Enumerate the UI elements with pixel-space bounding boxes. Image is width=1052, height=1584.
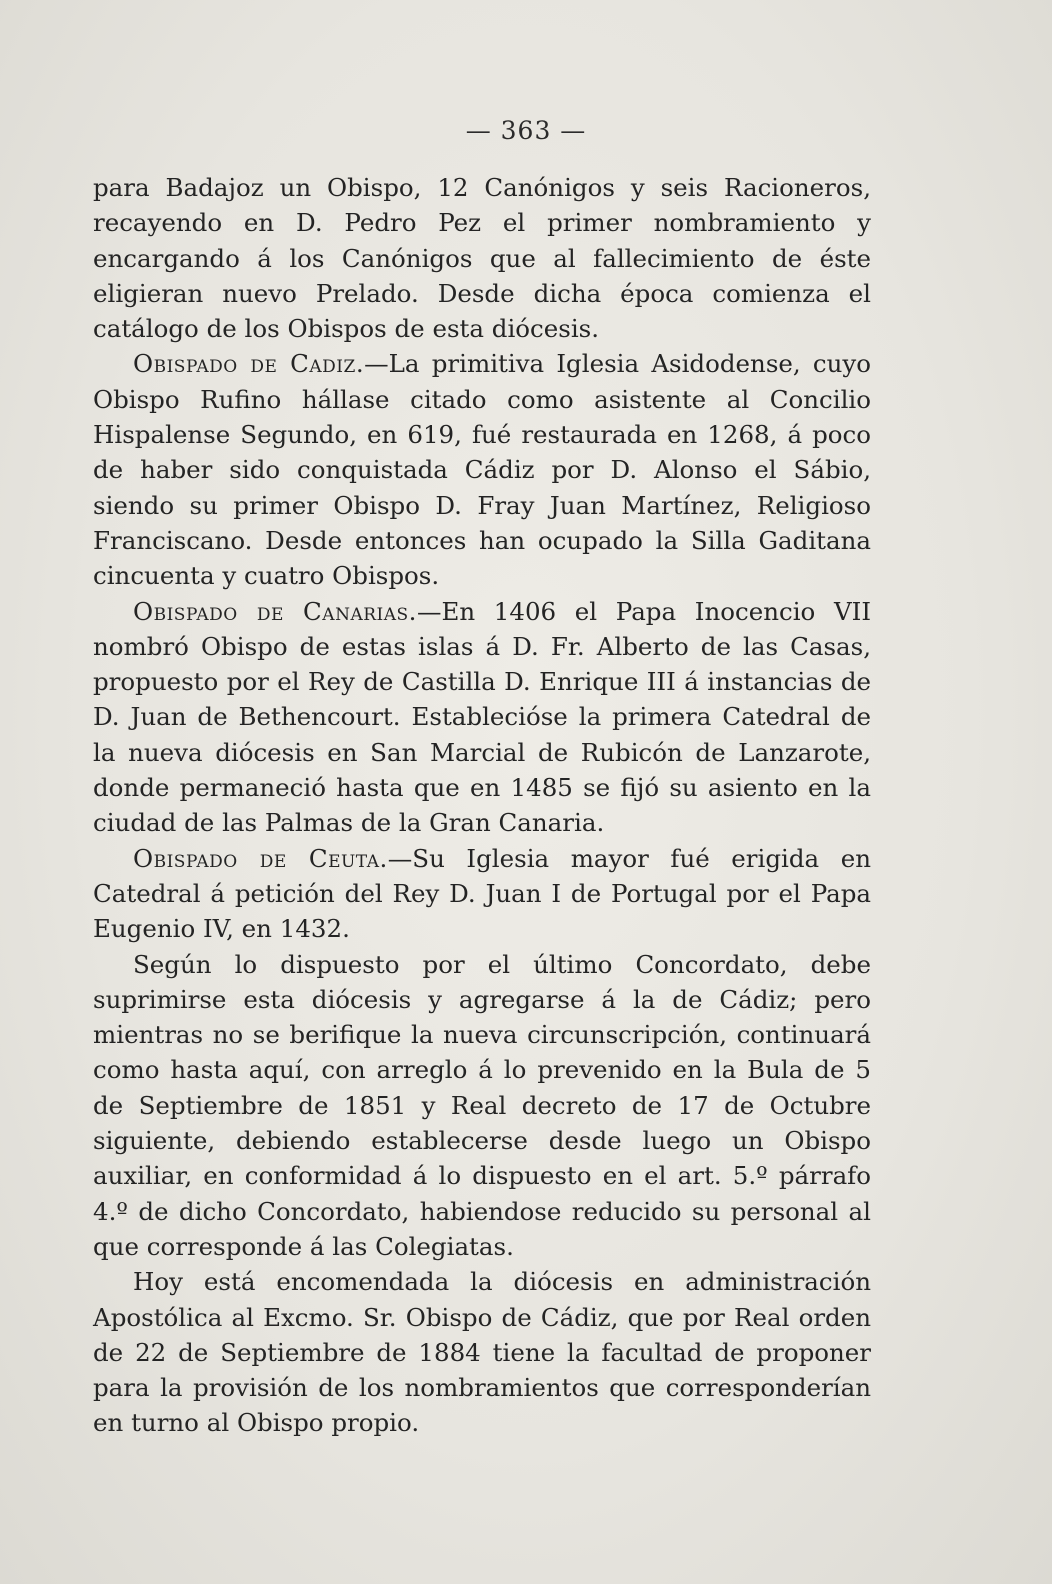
paragraph-text: —La primitiva Iglesia Asidodense, cuyo Obispo Rufino hállase citado como asistente al Concilio Hispalense Segundo, en 619, fué restaurada en 1268, á poco de haber sido conquistada Cádiz por D. Alonso el Sábio, siendo su primer Obispo D. Fray Juan Martínez, Religioso Franciscano. Desde entonces han ocupado la Silla Gaditana cincuenta y cuatro Obispos. [93,349,871,591]
paragraph-badajoz-continuation [93,170,871,346]
paragraph-text: para Badajoz un Obispo, 12 Canónigos y seis Racioneros, recayendo en D. Pedro Pez el primer nombramiento y encargando á los Canónigos que al fallecimiento de éste eligieran nuevo Prelado. Desde dicha época comienza el catálogo de los Obispos de esta diócesis. [93,173,871,344]
paragraph-concordato [93,947,871,1265]
section-heading: Obispado de Cadiz. [133,349,365,379]
paragraph-text: Hoy está encomendada la diócesis en administración Apostólica al Excmo. Sr. Obispo de Cádiz, que por Real orden de 22 de Septiembre de 1884 tiene la facultad de proponer para la provisión de los nombramientos que corresponderían en turno al Obispo propio. [93,1267,871,1438]
page-number: — 363 — [465,116,587,145]
paragraph-text: —Su Iglesia mayor fué erigida en Catedral á petición del Rey D. Juan I de Portugal por el Papa Eugenio IV, en 1432. [93,843,872,944]
paragraph-obispado-ceuta [93,841,871,947]
page-body [93,170,871,1441]
paragraph-obispado-canarias [93,594,871,841]
section-heading: Obispado de Ceuta. [133,843,388,873]
paragraph-obispado-cadiz [93,346,871,593]
section-heading: Obispado de Canarias. [133,596,417,626]
paragraph-text: Según lo dispuesto por el último Concordato, debe suprimirse esta diócesis y agregarse á la de Cádiz; pero mientras no se berifique la nueva circunscripción, continuará como hasta aquí, con arreglo á lo prevenido en la Bula de 5 de Septiembre de 1851 y Real decreto de 17 de Octubre siguiente, debiendo establecerse desde luego un Obispo auxiliar, en conformidad á lo dispuesto en el art. 5.º párrafo 4.º de dicho Concordato, habiendose reducido su personal al que corresponde á las Colegiatas. [93,949,871,1261]
paragraph-text: —En 1406 el Papa Inocencio VII nombró Obispo de estas islas á D. Fr. Alberto de las Casas, propuesto por el Rey de Castilla D. Enrique III á instancias de D. Juan de Bethencourt. Establecióse la primera Catedral de la nueva diócesis en San Marcial de Rubicón de Lanzarote, donde permaneció hasta que en 1485 se fijó su asiento en la ciudad de las Palmas de la Gran Canaria. [93,596,871,838]
paragraph-administracion [93,1264,871,1440]
